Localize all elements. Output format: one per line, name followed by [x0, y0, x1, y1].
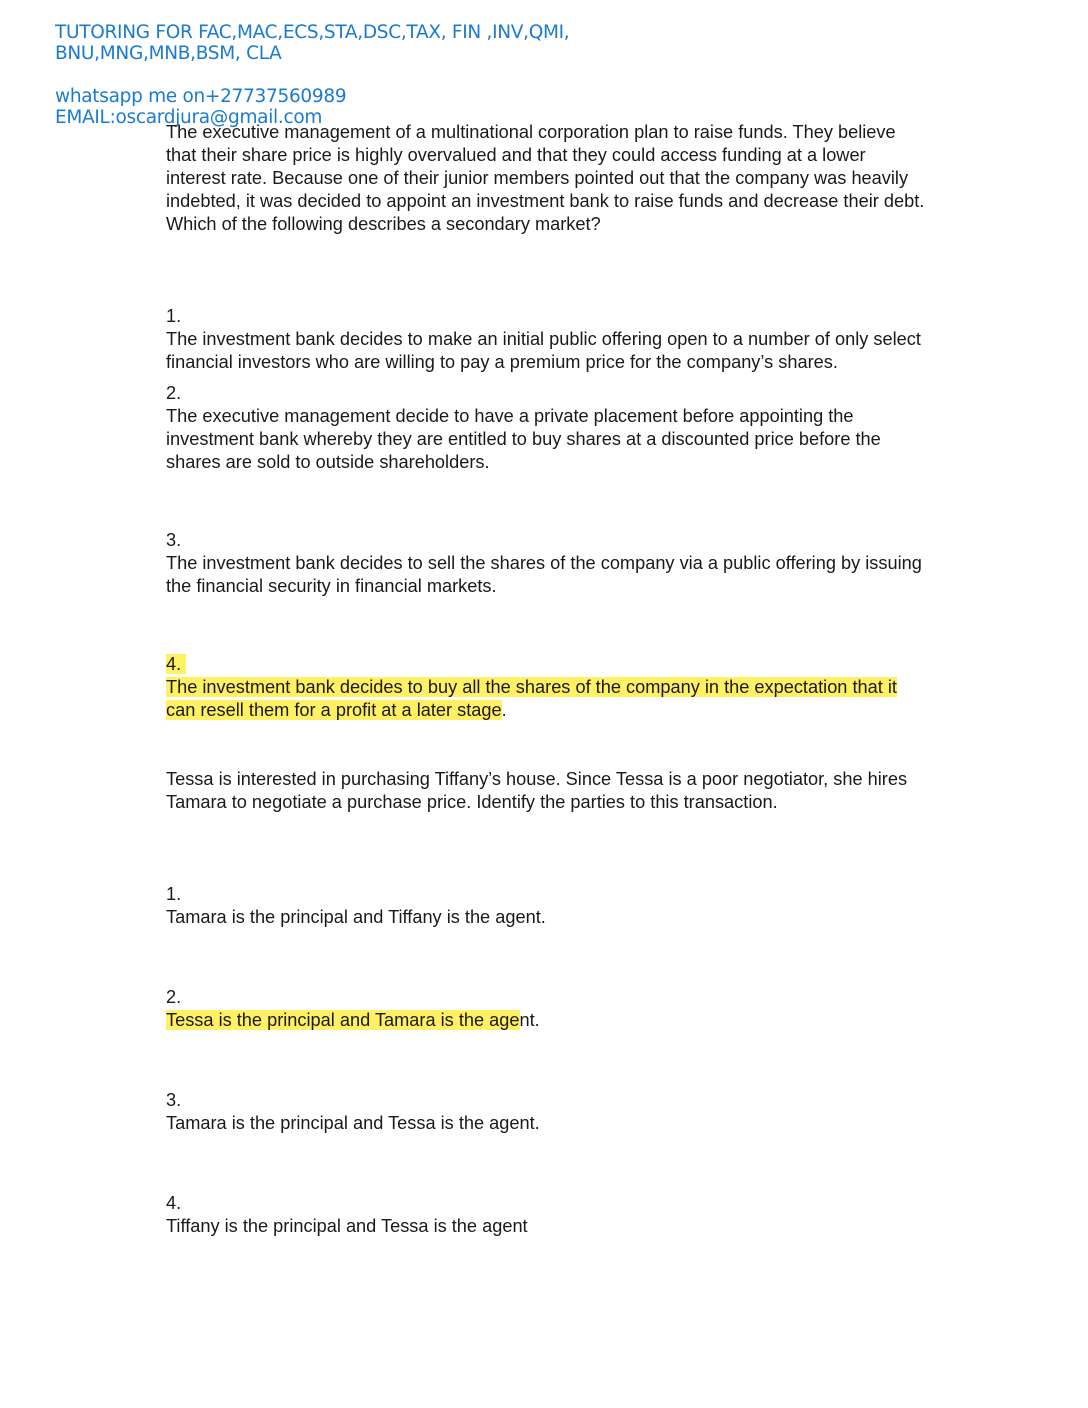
q1-option-2-number: 2.: [166, 383, 182, 403]
q2-option-2-number: 2.: [166, 987, 182, 1007]
q2-option-3-text: Tamara is the principal and Tessa is the agent.: [166, 1113, 540, 1133]
q2-option-3-number: 3.: [166, 1090, 182, 1110]
q2-option-4-number: 4.: [166, 1193, 182, 1213]
document-body: [166, 121, 926, 1238]
q2-option-4: [166, 1192, 926, 1238]
q1-option-2-text: The executive management decide to have a private placement before appointing the investment bank whereby they are entitled to buy shares at a discounted price before the shares are sold to outside shareholders.: [166, 406, 881, 472]
q1-option-1: [166, 305, 926, 374]
q2-option-1: [166, 883, 926, 929]
q1-option-1-text: The investment bank decides to make an initial public offering open to a number of only select financial investors who are willing to pay a premium price for the company’s shares.: [166, 329, 921, 372]
q2-option-2-text: [166, 1009, 926, 1032]
question-2-text: Tessa is interested in purchasing Tiffany’s house. Since Tessa is a poor negotiator, she hires Tamara to negotiate a purchase price. Identify the parties to this transaction.: [166, 769, 908, 812]
q1-option-4-highlighted-text: The investment bank decides to buy all the shares of the company in the expectation that it can resell them for a profit at a later stage: [166, 677, 897, 720]
q1-option-4-text: [166, 676, 926, 722]
header-subjects-line-1: TUTORING FOR FAC,MAC,ECS,STA,DSC,TAX, FIN ,INV,QMI,: [55, 22, 570, 43]
q1-option-4-text-tail: .: [501, 700, 507, 720]
header-subjects-line-2: BNU,MNG,MNB,BSM, CLA: [55, 43, 282, 64]
question-1-text: The executive management of a multinational corporation plan to raise funds. They believe that their share price is highly overvalued and that they could access funding at a lower interest rate. Because one of their junior members pointed out that the company was heavily indebted, it was decided to appoint an investment bank to raise funds and decrease their debt. Which of the following describes a secondary market?: [166, 122, 925, 234]
q2-option-1-text: Tamara is the principal and Tiffany is the agent.: [166, 907, 546, 927]
q1-option-3-number: 3.: [166, 530, 182, 550]
q2-option-4-text: Tiffany is the principal and Tessa is the agent: [166, 1216, 528, 1236]
q2-option-2: [166, 986, 926, 1032]
q1-option-4: [166, 653, 926, 722]
tutoring-header: [55, 22, 569, 128]
q1-option-2: [166, 382, 926, 474]
header-whatsapp: whatsapp me on+27737560989: [55, 86, 347, 107]
q1-option-3: [166, 529, 926, 598]
q2-option-2-highlighted-text: Tessa is the principal and Tamara is the age: [166, 1010, 520, 1030]
q1-option-1-number: 1.: [166, 306, 182, 326]
q2-option-2-text-tail: nt.: [519, 1010, 540, 1030]
q2-option-3: [166, 1089, 926, 1135]
q2-option-1-number: 1.: [166, 884, 182, 904]
q1-option-3-text: The investment bank decides to sell the shares of the company via a public offering by issuing the financial security in financial markets.: [166, 553, 922, 596]
q1-option-4-number: 4.: [166, 654, 182, 674]
header-email: EMAIL:oscardjura@gmail.com: [55, 107, 323, 128]
